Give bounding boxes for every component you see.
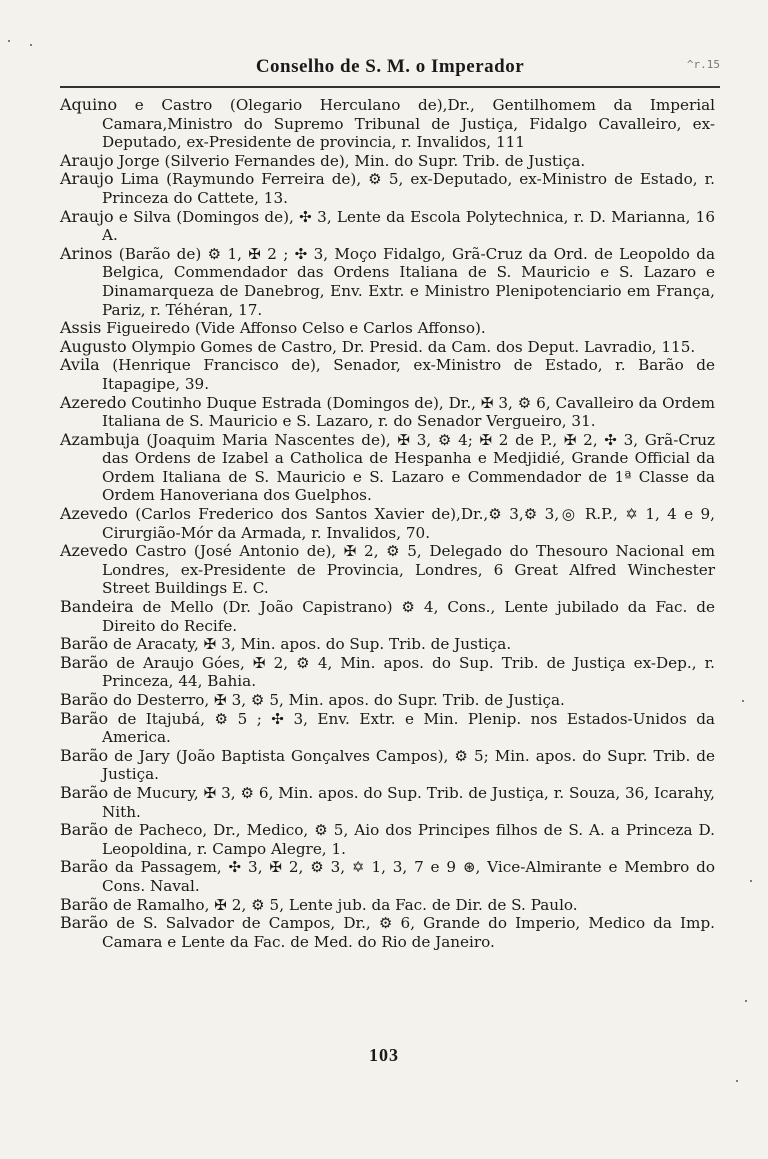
entry-text: de Itajubá, ⚙ 5 ; ✣ 3, Env. Extr. e Min. Plenip. nos Estados-Unidos da America.: [102, 709, 715, 747]
entry: [60, 542, 715, 598]
scan-speck: [30, 44, 32, 46]
entry-name: Assis: [60, 318, 102, 338]
entry: [60, 319, 715, 338]
entry-text: de Mucury, ✠ 3, ⚙ 6, Min. apos. do Sup. Trib. de Justiça, r. Souza, 36, Icarahy, Nith.: [102, 783, 716, 821]
scan-speck: [750, 880, 752, 882]
entry-name: Bandeira: [60, 597, 134, 617]
entry-name: Barão: [60, 745, 109, 765]
entry-text: e Castro (Olegario Herculano de),Dr., Gentilhomem da Imperial Camara,Ministro do Supremo Tribunal de Justiça, Fidalgo Cavalleiro, ex-Deputado, ex-Presidente de provincia, r. Invalidos, 111: [102, 96, 716, 152]
entry-name: Azevedo: [60, 504, 128, 524]
entry: [60, 245, 715, 319]
entry: [60, 784, 715, 821]
entry-text: (Barão de) ⚙ 1, ✠ 2 ; ✣ 3, Moço Fidalgo, Grã-Cruz da Ord. de Leopoldo da Belgica, Commendador das Ordens Italiana de S. Mauricio e S. Lazaro e Dinamarqueza de Danebrog, Env. Extr. e Ministro Plenipotenciario em França, Pariz, r. Téhéran, 17.: [102, 244, 716, 319]
entry: [60, 858, 715, 895]
entry-name: Aquino: [60, 95, 118, 114]
entry-name: Barão: [60, 690, 109, 709]
entry-text: e Silva (Domingos de), ✣ 3, Lente da Escola Polytechnica, r. D. Marianna, 16 A.: [102, 207, 716, 245]
entry-name: Araujo: [60, 150, 114, 170]
entry: [60, 356, 715, 393]
entry-name: Barão: [60, 894, 109, 914]
page-number: 103: [369, 1045, 399, 1065]
entry-text: de Mello (Dr. João Capistrano) ⚙ 4, Cons., Lente jubilado da Fac. de Direito do Recife.: [102, 598, 715, 635]
entry: [60, 914, 715, 951]
running-head-title: Conselho de S. M. o Imperador: [255, 56, 525, 77]
entry-name: Barão: [60, 634, 109, 654]
entry-name: Araujo: [60, 169, 114, 189]
entry: [60, 710, 715, 747]
scan-speck: [8, 40, 10, 42]
entry: [60, 338, 715, 357]
entry: [60, 394, 715, 431]
entry-text: Olympio Gomes de Castro, Dr. Presid. da Cam. dos Deput. Lavradio, 115.: [131, 337, 696, 356]
entry: [60, 431, 715, 505]
entry-name: Arinos: [60, 243, 113, 263]
entry-name: Azambuja: [60, 429, 140, 449]
page-header: [60, 52, 720, 82]
entry-name: Barão: [60, 913, 109, 933]
entry: [60, 598, 715, 635]
header-rule: [60, 86, 720, 88]
entry-text: de Jary (João Baptista Gonçalves Campos), ⚙ 5; Min. apos. do Supr. Trib. de Justiça.: [102, 746, 715, 784]
entry: [60, 208, 715, 245]
entry: [60, 896, 715, 915]
scan-speck: [742, 700, 744, 702]
entry-text: de Pacheco, Dr., Medico, ⚙ 5, Aio dos Principes filhos de S. A. a Princeza D. Leopoldina, r. Campo Alegre, 1.: [102, 821, 715, 858]
entry-text: da Passagem, ✣ 3, ✠ 2, ⚙ 3, ✡ 1, 3, 7 e 9 ⊛, Vice-Almirante e Membro do Cons. Naval.: [102, 858, 715, 895]
entry-name: Barão: [60, 708, 109, 728]
entry-text: Castro (José Antonio de), ✠ 2, ⚙ 5, Delegado do Thesouro Nacional em Londres, ex-Presidente de Provincia, Londres, 6 Great Alfred Winchester Street Buildings E. C.: [102, 542, 716, 598]
entry-name: Barão: [60, 782, 109, 802]
entry-name: Barão: [60, 652, 109, 672]
entry: [60, 747, 715, 784]
entry: [60, 635, 715, 654]
entry-name: Araujo: [60, 206, 114, 226]
entry-text: Lima (Raymundo Ferreira de), ⚙ 5, ex-Deputado, ex-Ministro de Estado, r. Princeza do Cattete, 13.: [102, 170, 716, 207]
entry-text: de Ramalho, ✠ 2, ⚙ 5, Lente jub. da Fac. de Dir. de S. Paulo.: [112, 895, 578, 914]
entry-name: Azevedo: [60, 541, 128, 561]
entry: [60, 152, 715, 171]
entry: [60, 821, 715, 858]
entry: [60, 505, 715, 542]
entry-name: Avila: [60, 355, 100, 375]
running-head-mark: ^r.15: [686, 58, 720, 71]
entry-name: Barão: [60, 820, 109, 840]
entry-text: Coutinho Duque Estrada (Domingos de), Dr., ✠ 3, ⚙ 6, Cavalleiro da Ordem Italiana de S. Mauricio e S. Lazaro, r. do Senador Vergueiro, 31.: [102, 393, 716, 431]
entry-list: [60, 96, 715, 951]
entry-text: (Henrique Francisco de), Senador, ex-Ministro de Estado, r. Barão de Itapagipe, 39.: [102, 356, 715, 393]
entry-name: Barão: [60, 857, 109, 877]
entry-text: Figueiredo (Vide Affonso Celso e Carlos Affonso).: [106, 319, 486, 338]
entry-name: Augusto: [60, 336, 127, 356]
entry-text: Jorge (Silverio Fernandes de), Min. do Supr. Trib. de Justiça.: [118, 151, 586, 170]
entry-text: do Desterro, ✠ 3, ⚙ 5, Min. apos. do Supr. Trib. de Justiça.: [112, 691, 565, 709]
entry-text: de Aracaty, ✠ 3, Min. apos. do Sup. Trib. de Justiça.: [112, 635, 512, 654]
entry-text: de S. Salvador de Campos, Dr., ⚙ 6, Grande do Imperio, Medico da Imp. Camara e Lente da Fac. de Med. do Rio de Janeiro.: [102, 914, 715, 951]
entry-text: (Carlos Frederico dos Santos Xavier de),Dr.,⚙ 3,⚙ 3,◎ R.P., ✡ 1, 4 e 9, Cirurgião-Mór da Armada, r. Invalidos, 70.: [102, 505, 716, 542]
scan-speck: [745, 1000, 747, 1002]
entry: [60, 654, 715, 691]
entry: [60, 170, 715, 207]
entry-text: (Joaquim Maria Nascentes de), ✠ 3, ⚙ 4; ✠ 2 de P., ✠ 2, ✣ 3, Grã-Cruz das Ordens de Izabel a Catholica de Hespanha e Medjidié, Grande Official da Ordem Italiana de S. Mauricio e S. Lazaro e Commendador de 1ª Classe da Ordem Hanoveriana dos Guelphos.: [102, 430, 715, 505]
entry: [60, 691, 715, 710]
entry-text: de Araujo Góes, ✠ 2, ⚙ 4, Min. apos. do Sup. Trib. de Justiça ex-Dep., r. Princeza, 44, Bahia.: [102, 653, 716, 691]
scan-speck: [736, 1080, 738, 1082]
entry: [60, 96, 715, 152]
entry-name: Azeredo: [60, 392, 127, 412]
